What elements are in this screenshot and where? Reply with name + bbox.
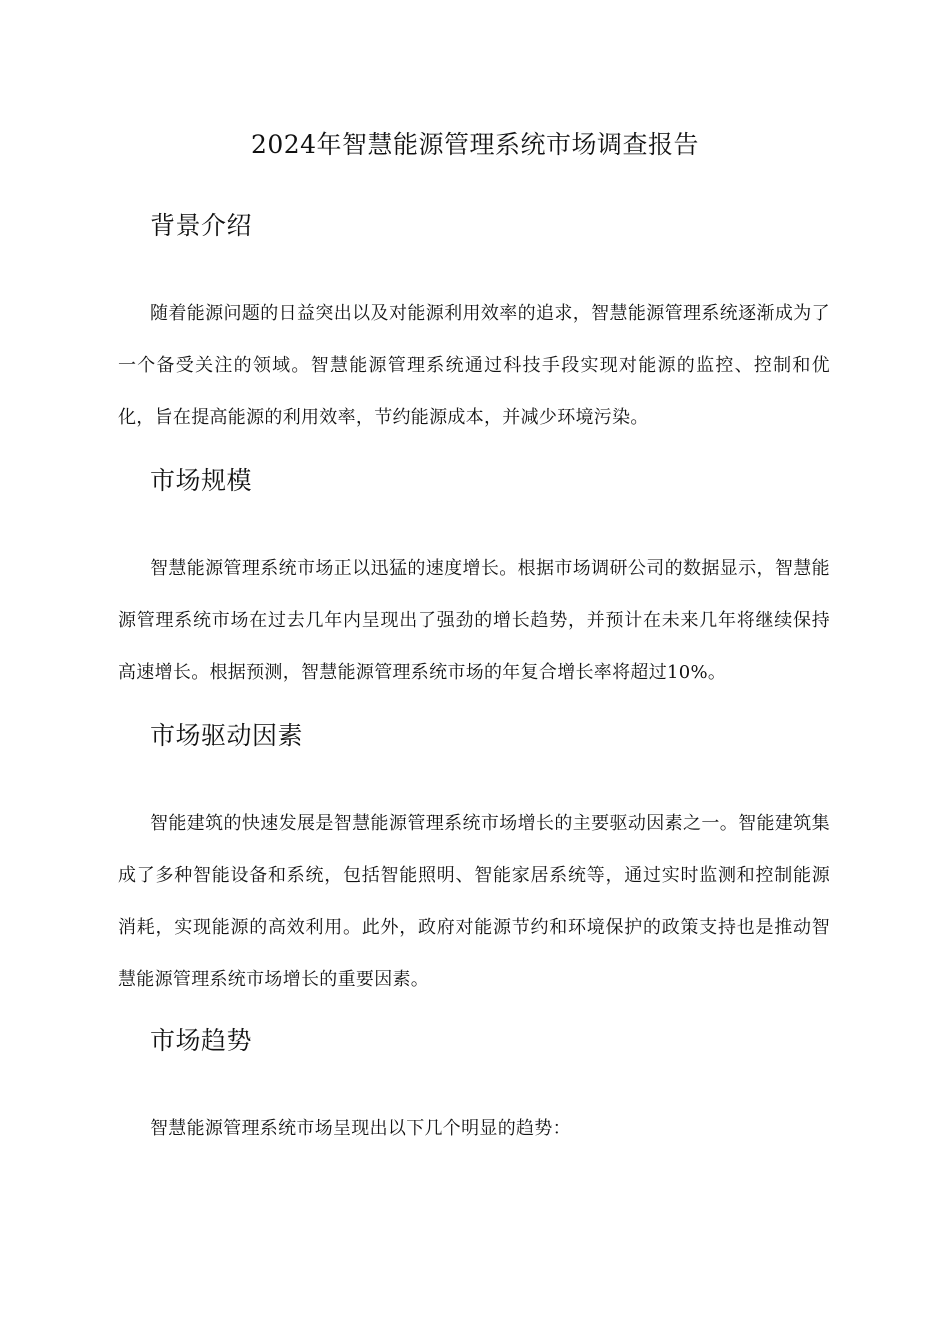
document-title: 2024年智慧能源管理系统市场调查报告 xyxy=(250,130,700,159)
section-body-background: 随着能源问题的日益突出以及对能源利用效率的追求，智慧能源管理系统逐渐成为了一个备受关注的领域。智慧能源管理系统通过科技手段实现对能源的监控、控制和优化，旨在提高能源的利用效率，节约能源成本，并减少环境污染。 xyxy=(118,303,830,428)
section-heading-market-trends: 市场趋势 xyxy=(150,1026,253,1055)
section-body-market-trends: 智慧能源管理系统市场呈现出以下几个明显的趋势： xyxy=(150,1118,571,1139)
section-heading-market-size: 市场规模 xyxy=(150,466,253,495)
section-body-market-drivers: 智能建筑的快速发展是智慧能源管理系统市场增长的主要驱动因素之一。智能建筑集成了多种智能设备和系统，包括智能照明、智能家居系统等，通过实时监测和控制能源消耗，实现能源的高效利用。此外，政府对能源节约和环境保护的政策支持也是推动智慧能源管理系统市场增长的重要因素。 xyxy=(118,813,830,990)
section-body-market-size: 智慧能源管理系统市场正以迅猛的速度增长。根据市场调研公司的数据显示，智慧能源管理系统市场在过去几年内呈现出了强劲的增长趋势，并预计在未来几年将继续保持高速增长。根据预测，智慧能源管理系统市场的年复合增长率将超过10%。 xyxy=(118,558,830,683)
section-heading-background: 背景介绍 xyxy=(150,211,253,240)
section-heading-market-drivers: 市场驱动因素 xyxy=(150,721,304,750)
